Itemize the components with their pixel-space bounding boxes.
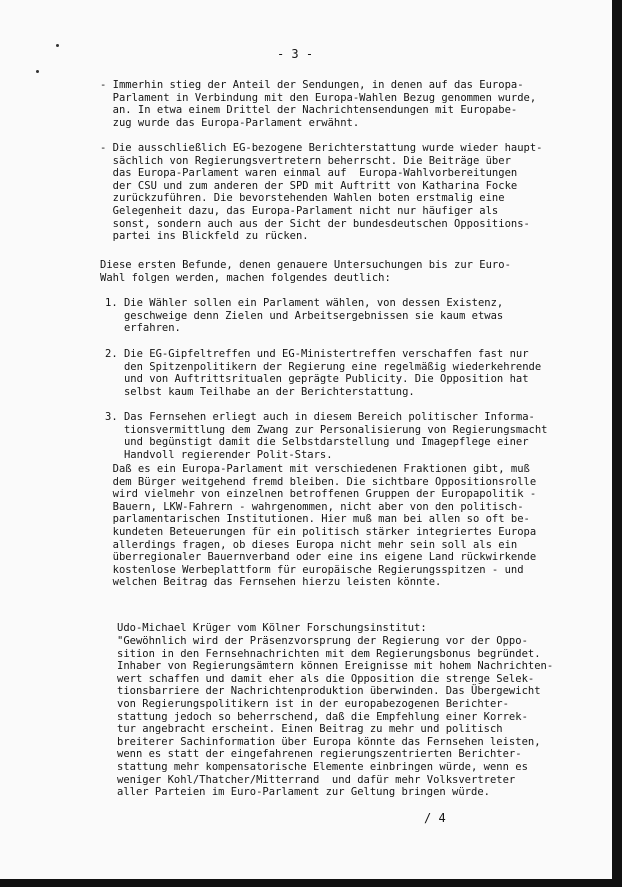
intro-paragraph: [100, 259, 511, 284]
text-line: tionsbarriere der Nachrichtenproduktion überwinden. Das Übergewicht: [117, 685, 541, 698]
text-line: wird vielmehr von einzelnen betroffenen Gruppen der Europapolitik -: [100, 488, 537, 501]
text-line: 3. Das Fernsehen erliegt auch in diesem Bereich politischer Informa-: [105, 411, 535, 423]
quote-paragraph: [117, 635, 553, 799]
text-line: stattung jedoch so beherrschend, daß die Empfehlung einer Korrek-: [117, 710, 528, 723]
text-line: weniger Kohl/Thatcher/Mitterrand und dafür mehr Volksvertreter: [117, 773, 516, 786]
text-line: sächlich von Regierungsvertretern beherrscht. Die Beiträge über: [100, 154, 511, 167]
text-line: Diese ersten Befunde, denen genauere Untersuchungen bis zur Euro-: [100, 259, 511, 271]
text-line: welchen Beitrag das Fernsehen hierzu leisten könnte.: [100, 576, 442, 589]
scan-border-right: [612, 0, 622, 887]
text-line: Parlament in Verbindung mit den Europa-Wahlen Bezug genommen wurde,: [100, 91, 537, 104]
text-line: von Regierungspolitikern ist in der europabezogenen Berichter-: [117, 697, 509, 710]
text-line: stattung mehr kompensatorische Elemente einbringen würde, wenn es: [117, 760, 528, 773]
text-line: und begünstigt damit die Selbstdarstellung und Imagepflege einer: [105, 436, 529, 449]
text-line: Daß es ein Europa-Parlament mit verschiedenen Fraktionen gibt, muß: [100, 463, 530, 475]
text-line: geschweige denn Zielen und Arbeitsergebnissen sie kaum etwas: [105, 309, 504, 322]
quote-attribution: Udo-Michael Krüger vom Kölner Forschungsinstitut:: [117, 622, 427, 634]
text-line: allerdings fragen, ob dieses Europa nicht mehr sein soll als ein: [100, 538, 518, 551]
text-line: sonst, sondern auch aus der Sicht der bundesdeutschen Oppositions-: [100, 217, 530, 230]
text-line: selbst kaum Teilhabe an der Berichterstattung.: [105, 385, 415, 398]
text-line: Wahl folgen werden, machen folgendes deutlich:: [100, 271, 391, 284]
text-line: und von Auftrittsritualen geprägte Publicity. Die Opposition hat: [105, 373, 529, 386]
page-number: - 3 -: [276, 47, 314, 61]
scan-speck: [36, 70, 39, 73]
text-line: - Die ausschließlich EG-bezogene Berichterstattung wurde wieder haupt-: [100, 142, 543, 154]
text-line: das Europa-Parlament waren einmal auf Europa-Wahlvorbereitungen: [100, 167, 518, 180]
text-line: Bauern, LKW-Fahrern - wahrgenommen, nicht aber von den politisch-: [100, 500, 524, 513]
text-line: aller Parteien im Euro-Parlament zur Geltung bringen würde.: [117, 786, 490, 799]
text-line: den Spitzenpolitikern der Regierung eine regelmäßig wiederkehrende: [105, 360, 542, 373]
text-line: "Gewöhnlich wird der Präsenzvorsprung der Regierung vor der Oppo-: [117, 635, 528, 647]
text-line: der CSU und zum anderen der SPD mit Auftritt von Katharina Focke: [100, 179, 518, 192]
text-line: 1. Die Wähler sollen ein Parlament wählen, von dessen Existenz,: [105, 297, 504, 309]
text-line: Inhaber von Regierungsämtern können Ereignisse mit hohem Nachrichten-: [117, 660, 554, 673]
numbered-item-1: [105, 297, 503, 335]
text-line: parlamentarischen Institutionen. Hier muß man bei allen so oft be-: [100, 513, 530, 526]
text-line: sition in den Fernsehnachrichten mit dem Regierungsbonus begründet.: [117, 647, 541, 660]
text-line: kostenlose Werbeplattform für europäische Regierungsspitzen - und: [100, 563, 524, 576]
bullet-paragraph-1: [100, 79, 536, 129]
text-line: breiterer Sachinformation über Europa könnte das Fernsehen leisten,: [117, 735, 541, 748]
continuation-page-ref: / 4: [424, 811, 446, 825]
text-line: erfahren.: [105, 322, 181, 335]
text-line: - Immerhin stieg der Anteil der Sendungen, in denen auf das Europa-: [100, 79, 524, 91]
text-line: Gelegenheit dazu, das Europa-Parlament nicht nur häufiger als: [100, 204, 499, 217]
text-line: kundeten Beteuerungen für ein politisch stärker integriertes Europa: [100, 525, 537, 538]
text-line: partei ins Blickfeld zu rücken.: [100, 230, 309, 243]
scan-border-bottom: [0, 879, 622, 887]
text-line: 2. Die EG-Gipfeltreffen und EG-Ministertreffen verschaffen fast nur: [105, 348, 529, 360]
numbered-item-2: [105, 348, 541, 398]
text-line: überregionaler Bauernverband oder eine ins eigene Land rückwirkende: [100, 551, 537, 564]
body-paragraph: [100, 463, 536, 589]
text-line: tur angebracht erscheint. Einen Beitrag zu mehr und politisch: [117, 723, 503, 736]
text-line: Handvoll regierender Polit-Stars.: [105, 448, 333, 461]
bullet-paragraph-2: [100, 142, 543, 243]
text-line: tionsvermittlung dem Zwang zur Personalisierung von Regierungsmacht: [105, 423, 548, 436]
text-line: dem Bürger weitgehend fremd bleiben. Die sichtbare Oppositionsrolle: [100, 475, 537, 488]
text-line: an. In etwa einem Drittel der Nachrichtensendungen mit Europabe-: [100, 104, 518, 117]
text-line: wert schaffen und damit eher als die Opposition die strenge Selek-: [117, 672, 535, 685]
text-line: zug wurde das Europa-Parlament erwähnt.: [100, 116, 360, 129]
text-line: zurückzuführen. Die bevorstehenden Wahlen boten erstmalig eine: [100, 192, 505, 205]
text-line: wenn es statt der eingefahrenen regierungszentrierten Berichter-: [117, 748, 522, 761]
numbered-item-3: [105, 411, 548, 461]
